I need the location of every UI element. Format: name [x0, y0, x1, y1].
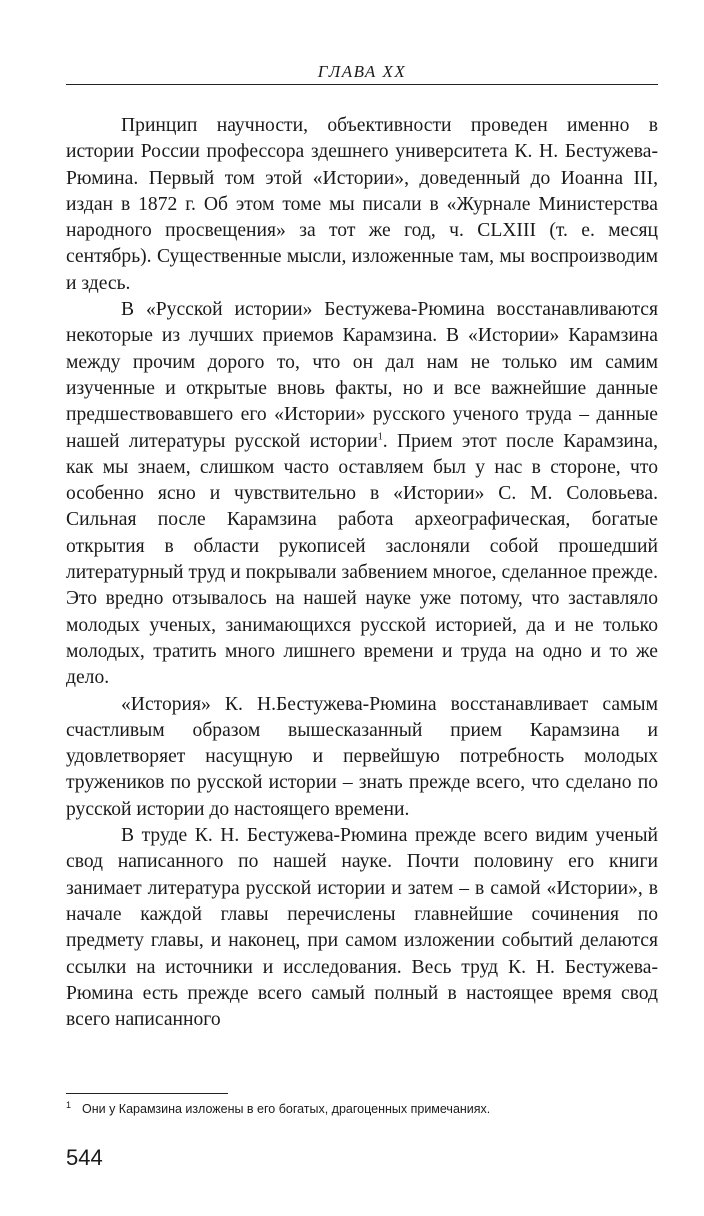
- paragraph-3-text: «История» К. Н.Бестужева-Рюмина восстанавливает самым счастливым образом вышесказанный прием Карамзина и удовлетворяет насущную и первейшую потребность молодых тружеников по русской истории – знать прежде всего, что сделано по русской истории до настоящего времени.: [66, 693, 658, 820]
- footnote: 1 Они у Карамзина изложены в его богатых, драгоценных примечаниях.: [66, 1099, 491, 1116]
- header-rule: [66, 84, 658, 85]
- paragraph-4: [66, 823, 658, 1033]
- paragraph-2-text-start: В «Русской истории» Бестужева-Рюмина восстанавливаются некоторые из лучших приемов Карамзина. В «Истории» Карамзина между прочим дорого то, что он дал нам не только им самим изученные и открытые вновь факты, но и все важнейшие данные предшествовавшего его «Истории» русского ученого труда – данные нашей литературы русской истории: [66, 299, 658, 452]
- paragraph-2: [66, 297, 658, 691]
- running-head: ГЛАВА XX: [317, 62, 407, 81]
- paragraph-1: [66, 113, 658, 297]
- paragraph-2-text-end: . Прием этот после Карамзина, как мы знаем, слишком часто оставляем был у нас в стороне, что особенно ясно и чувствительно в «Истории» С. М. Соловьева. Сильная после Карамзина работа археографическая, богатые открытия в области рукописей заслоняли собой прошедший литературный труд и покрывали забвением многое, сделанное прежде. Это вредно отзывалось на нашей науке уже потому, что заставляло молодых ученых, занимающихся русской историей, да и не только молодых, тратить много лишнего времени и труда на одно и то же дело.: [66, 430, 659, 689]
- footnote-rule: [66, 1093, 228, 1094]
- main-text: [66, 113, 658, 1033]
- paragraph-3: [66, 692, 658, 823]
- footnote-reference: 1: [377, 431, 383, 443]
- page-number: 544: [66, 1145, 103, 1170]
- footnote-text: Они у Карамзина изложены в его богатых, драгоценных примечаниях.: [82, 1102, 491, 1116]
- paragraph-4-text: В труде К. Н. Бестужева-Рюмина прежде всего видим ученый свод написанного по нашей науке. Почти половину его книги занимает литература русской истории и затем – в самой «Истории», в начале каждой главы перечислены главнейшие сочинения по предмету главы, и наконец, при самом изложении событий делаются ссылки на источники и исследования. Весь труд К. Н. Бестужева-Рюмина есть прежде всего самый полный в настоящее время свод всего написанного: [66, 825, 658, 1031]
- paragraph-1-text: Принцип научности, объективности проведен именно в истории России профессора здешнего университета К. Н. Бестужева-Рюмина. Первый том этой «Истории», доведенный до Иоанна III, издан в 1872 г. Об этом томе мы писали в «Журнале Министерства народного просвещения» за тот же год, ч. CLXIII (т. е. месяц сентябрь). Существенные мысли, изложенные там, мы воспроизводим и здесь.: [66, 115, 658, 294]
